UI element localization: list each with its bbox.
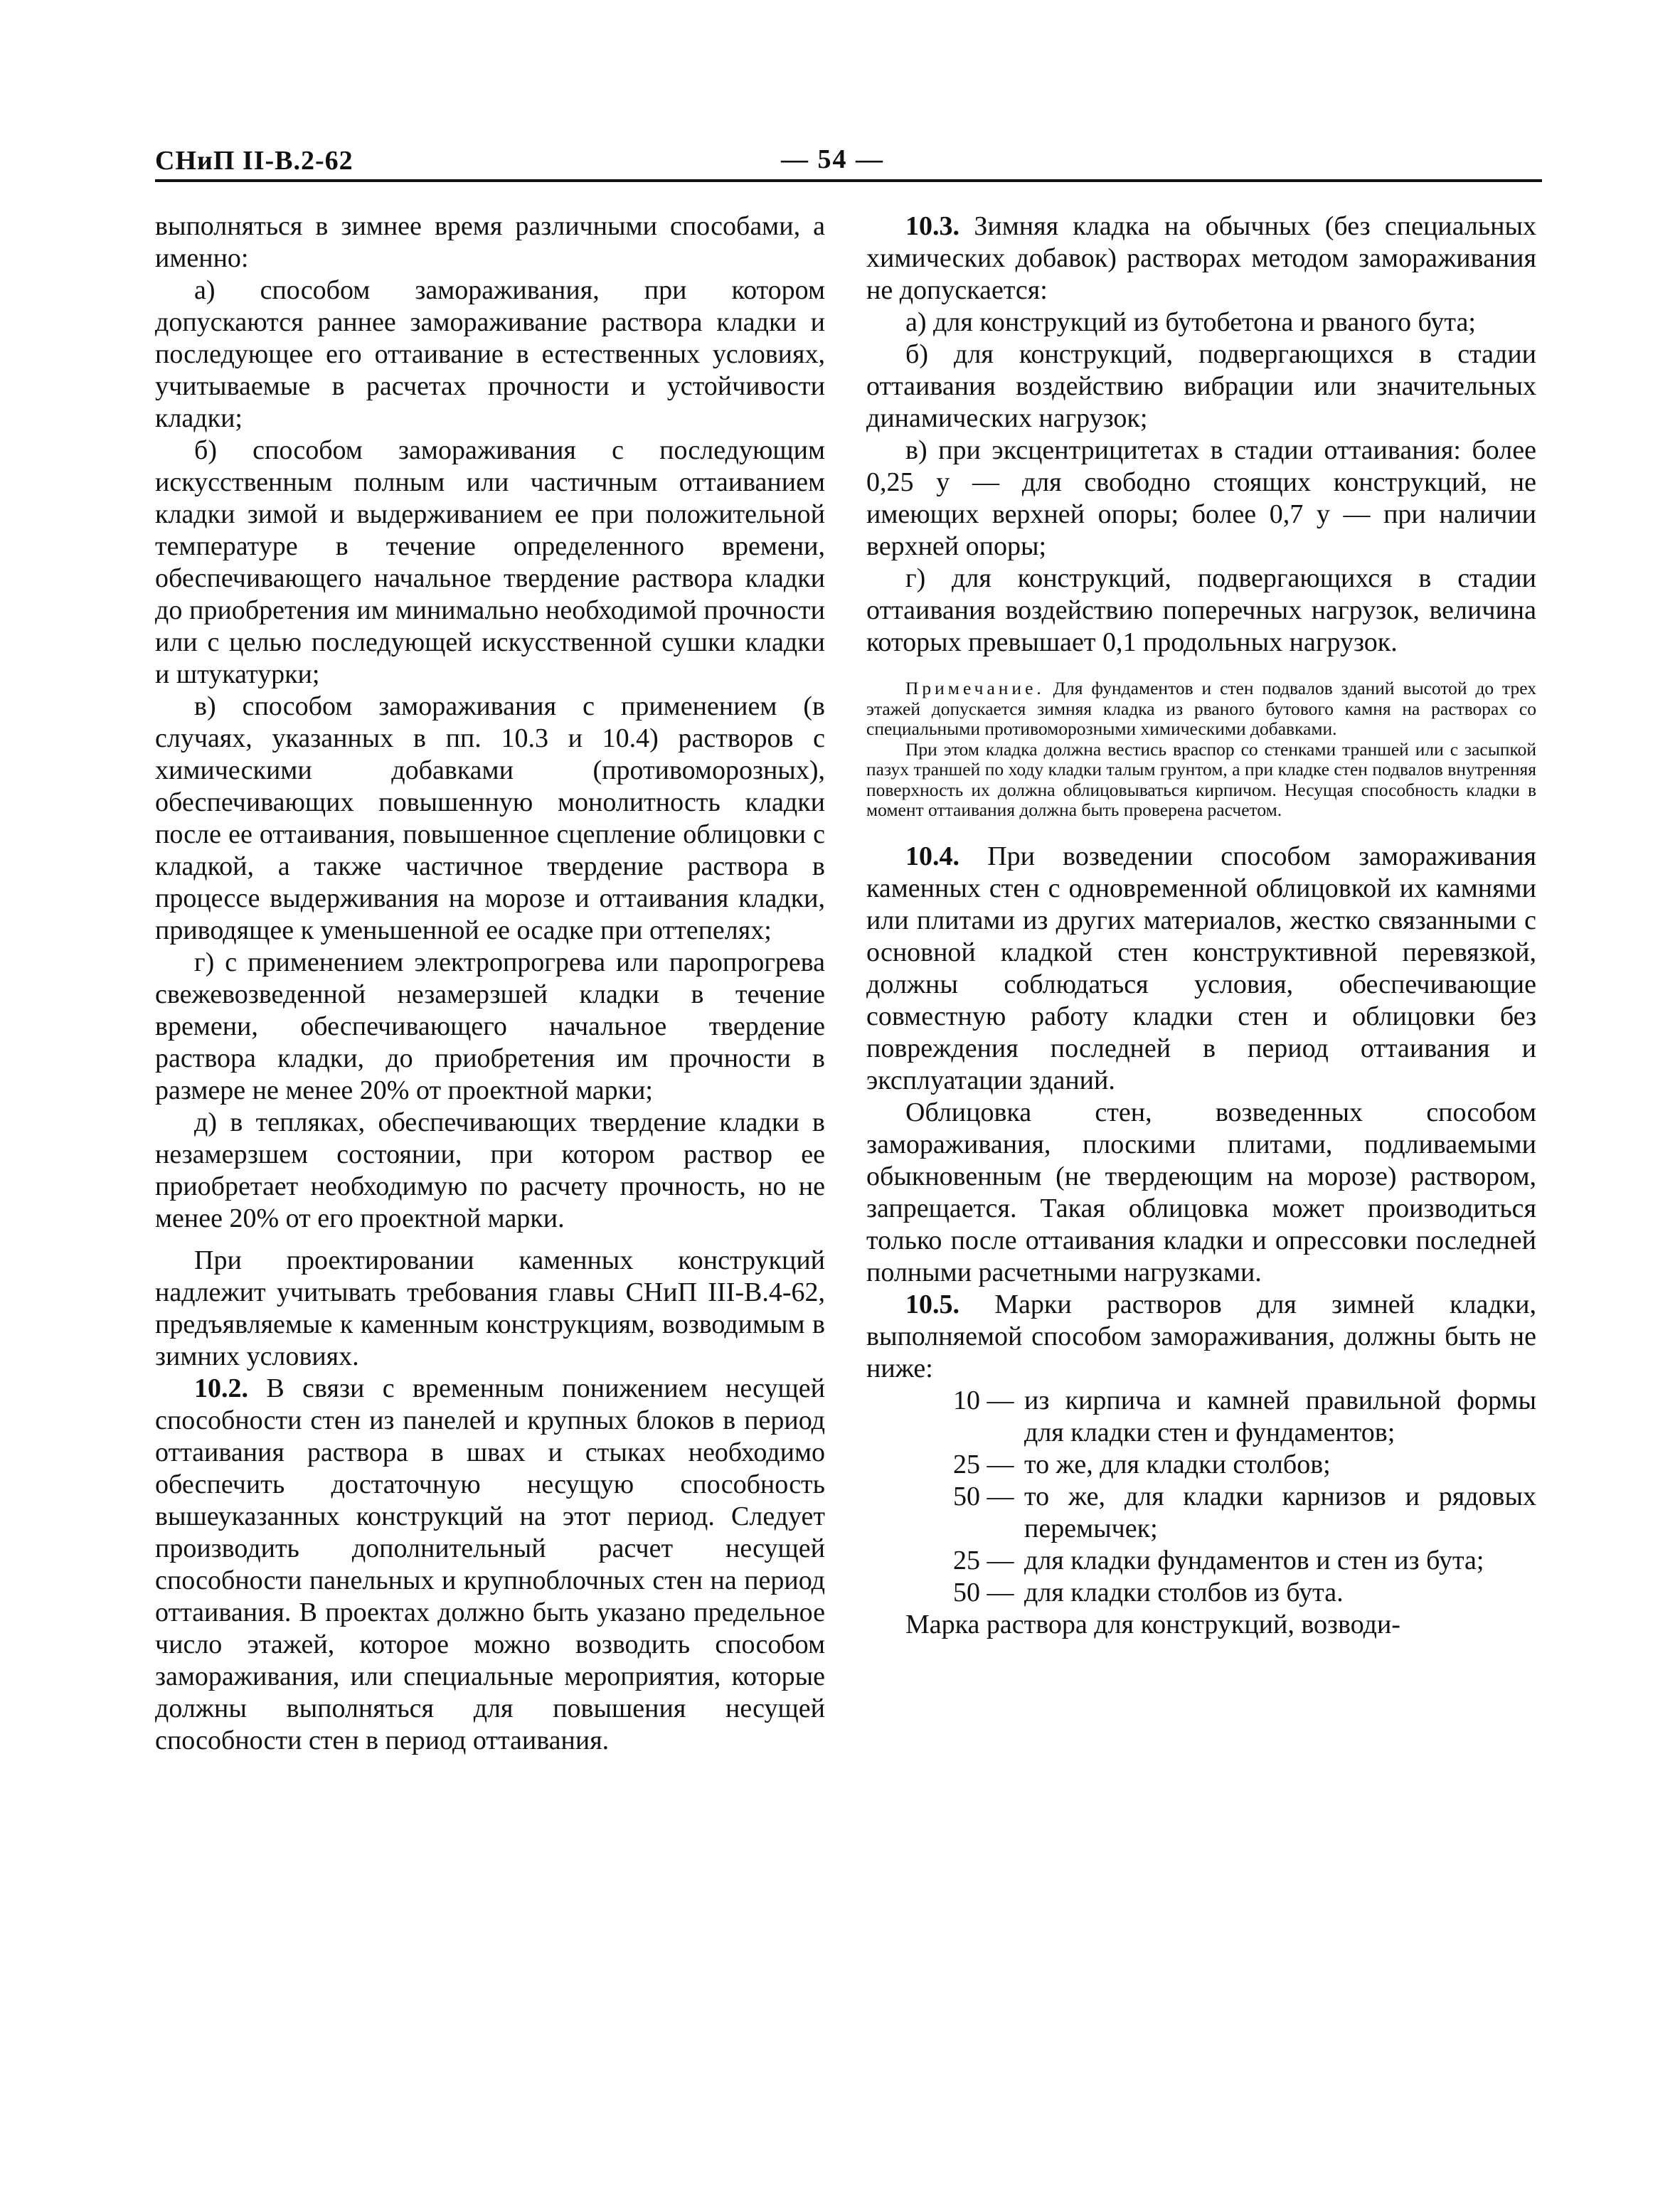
clause-text-10-4: При возведении способом замораживания каменных стен с одновременной облицовкой их камнями или плитами из других материалов, жестко связанными с основной кладкой стен конструктивной перевязкой, должны соблюдаться условия, обеспечивающие совместную работу кладки стен и облицовки без повреждения последней в период оттаивания и эксплуатации зданий. xyxy=(866,841,1537,1095)
clause-number-10-2: 10.2. xyxy=(194,1373,248,1403)
paragraph-10-4 xyxy=(866,841,1536,1097)
paragraph-10-3-v: в) при эксцентрицитетах в стадии оттаивания: более 0,25 y — для свободно стоящих конструкций, не имеющих верхней опоры; более 0,7 y — при наличии верхней опоры; xyxy=(866,435,1536,561)
grade-text: из кирпича и камней правильной формы для кладки стен и фундаментов; xyxy=(1024,1385,1536,1447)
clause-text-10-2: В связи с временным понижением несущей способности стен из панелей и крупных блоков в период оттаивания раствора в швах и стыках необходимо обеспечить достаточную несущую способность вышеуказанных конструкций на этот период. Следует производить дополнительный расчет несущей способности панельных и крупноблочных стен на период оттаивания. В проектах должно быть указано предельное число этажей, которое можно возводить способом замораживания, или специальные мероприятия, которые должны выполняться для повышения несущей способности стен в период оттаивания. xyxy=(155,1373,825,1755)
paragraph-10-2 xyxy=(155,1373,825,1757)
grade-mark: 25 — xyxy=(953,1545,1014,1575)
note-paragraph-1 xyxy=(866,679,1536,740)
note-block xyxy=(866,679,1536,821)
grade-text: то же, для кладки карнизов и рядовых перемычек; xyxy=(1024,1481,1536,1543)
paragraph-10-3 xyxy=(866,211,1536,307)
paragraph-facing: Облицовка стен, возведенных способом замораживания, плоскими плитами, подливаемыми обыкновенным (не твердеющим на морозе) раствором, запрещается. Такая облицовка может производиться только после оттаивания кладки и опрессовки последней полными расчетными нагрузками. xyxy=(866,1097,1536,1287)
list-item xyxy=(866,1577,1536,1609)
paragraph-10-3-a: а) для конструкций из бутобетона и рваного бута; xyxy=(905,307,1476,337)
paragraph-item-a: а) способом замораживания, при котором допускаются раннее замораживание раствора кладки и последующее его оттаивание в естественных условиях, учитываемые в расчетах прочности и устойчивости кладки; xyxy=(155,275,825,433)
grade-mark: 50 — xyxy=(953,1481,1014,1511)
page-header xyxy=(155,141,1542,178)
left-column xyxy=(155,211,825,1757)
grade-mark: 10 — xyxy=(953,1385,1014,1415)
paragraph-design: При проектировании каменных конструкций надлежит учитывать требования главы СНиП III-В.4-62, предъявляемые к каменным конструкциям, возводимым в зимних условиях. xyxy=(155,1245,825,1371)
grade-text: то же, для кладки столбов; xyxy=(1024,1449,1331,1479)
paragraph-intro: выполняться в зимнее время различными способами, а именно: xyxy=(155,211,825,273)
list-item xyxy=(866,1385,1536,1449)
clause-number-10-4: 10.4. xyxy=(905,841,959,871)
paragraph-10-3-g: г) для конструкций, подвергающихся в стадии оттаивания воздействию поперечных нагрузок, величина которых превышает 0,1 продольных нагрузок. xyxy=(866,563,1536,657)
right-column xyxy=(866,211,1536,1641)
paragraph-item-b: б) способом замораживания с последующим искусственным полным или частичным оттаиванием кладки зимой и выдерживанием ее при положительной температуре в течение определенного времени, обеспечивающего начальное твердение раствора кладки до приобретения им минимально необходимой прочности или с целью последующей искусственной сушки кладки и штукатурки; xyxy=(155,435,825,689)
header-divider xyxy=(155,179,1542,182)
grade-mark: 50 — xyxy=(953,1577,1014,1607)
grade-mark: 25 — xyxy=(953,1449,1014,1479)
list-item xyxy=(866,1449,1536,1481)
paragraph-10-5 xyxy=(866,1289,1536,1385)
grade-text: для кладки столбов из бута. xyxy=(1024,1577,1344,1607)
paragraph-item-d: д) в тепляках, обеспечивающих твердение кладки в незамерзшем состоянии, при котором раствор ее приобретает необходимую по расчету прочность, но не менее 20% от его проектной марки. xyxy=(155,1107,825,1233)
note-paragraph-2: При этом кладка должна вестись враспор со стенками траншей или с засыпкой пазух траншей по ходу кладки талым грунтом, а при кладке стен подвалов внутренняя поверхность их должна облицовываться кирпичом. Несущая способность кладки в момент оттаивания должна быть проверена расчетом. xyxy=(866,738,1536,820)
list-item xyxy=(866,1481,1536,1545)
mortar-grade-list xyxy=(866,1385,1536,1609)
paragraph-item-v: в) способом замораживания с применением (в случаях, указанных в пп. 10.3 и 10.4) растворов с химическими добавками (противоморозных), обеспечивающих повышенную монолитность кладки после ее оттаивания, повышенное сцепление облицовки с кладкой, а также частичное твердение раствора в процессе выдерживания на морозе и оттаивания кладки, приводящее к уменьшенной ее осадке при оттепелях; xyxy=(155,691,825,945)
list-item xyxy=(866,1545,1536,1577)
paragraph-10-3-b: б) для конструкций, подвергающихся в стадии оттаивания воздействию вибрации или значительных динамических нагрузок; xyxy=(866,339,1536,433)
page-number: — 54 — xyxy=(781,144,884,174)
paragraph-item-g: г) с применением электропрогрева или паропрогрева свежевозведенной незамерзшей кладки в течение времени, обеспечивающего начальное твердение раствора кладки, до приобретения им прочности в размере не менее 20% от проектной марки; xyxy=(155,947,825,1105)
document-code: СНиП II-В.2-62 xyxy=(155,146,353,176)
clause-number-10-5: 10.5. xyxy=(905,1289,959,1319)
note-label: Примечание. xyxy=(905,678,1045,698)
clause-text-10-5: Марки растворов для зимней кладки, выполняемой способом замораживания, должны быть не ниже: xyxy=(866,1289,1537,1383)
clause-text-10-3: Зимняя кладка на обычных (без специальных химических добавок) растворах методом замораживания не допускается: xyxy=(866,211,1536,305)
paragraph-last: Марка раствора для конструкций, возводи- xyxy=(905,1609,1400,1639)
clause-number-10-3: 10.3. xyxy=(905,211,959,241)
note-text-1: Для фундаментов и стен подвалов зданий высотой до трех этажей допускается зимняя кладка из рваного бутового камня на растворах со специальными противоморозными химическими добавками. xyxy=(866,678,1536,739)
grade-text: для кладки фундаментов и стен из бута; xyxy=(1024,1545,1484,1575)
